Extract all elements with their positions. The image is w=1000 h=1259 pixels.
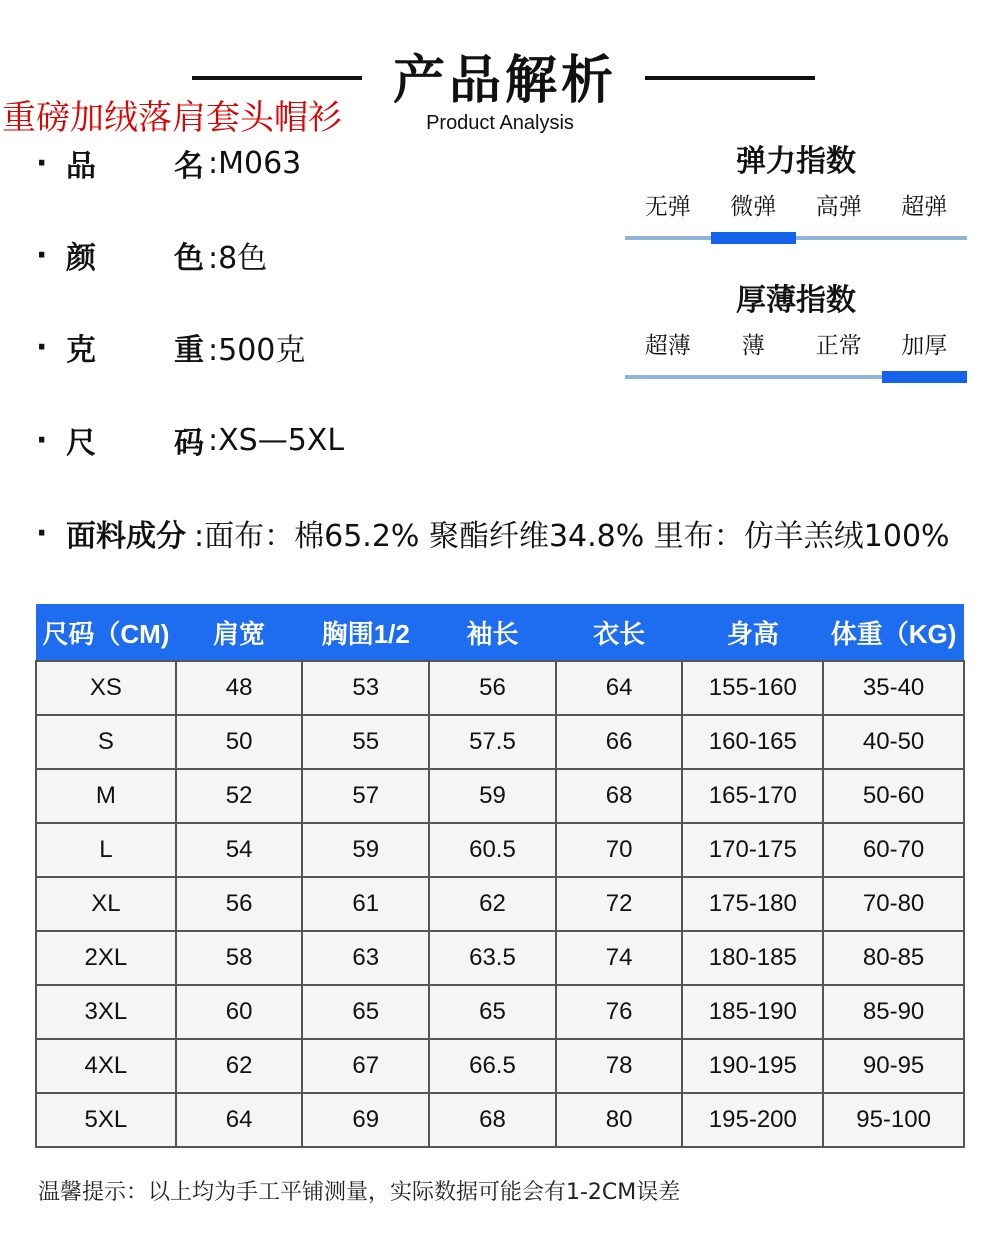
table-cell: 58 xyxy=(176,931,303,985)
measurement-note: 温馨提示：以上均为手工平铺测量，实际数据可能会有1-2CM误差 xyxy=(38,1180,681,1205)
table-cell: 54 xyxy=(176,823,303,877)
spec-value: :M063 xyxy=(208,145,302,181)
table-cell: 64 xyxy=(556,661,683,715)
column-header: 身高 xyxy=(682,604,823,661)
table-cell: 85-90 xyxy=(823,985,964,1039)
elasticity-option: 无弹 xyxy=(644,194,691,220)
table-cell: 180-185 xyxy=(682,931,823,985)
table-row xyxy=(36,715,964,769)
table-cell: 60-70 xyxy=(823,823,964,877)
table-cell: 80 xyxy=(556,1093,683,1147)
thickness-option: 正常 xyxy=(815,333,862,359)
table-cell: 190-195 xyxy=(682,1039,823,1093)
thickness-option: 加厚 xyxy=(901,333,948,359)
table-cell: XS xyxy=(36,661,176,715)
table-cell: 35-40 xyxy=(823,661,964,715)
table-cell: 95-100 xyxy=(823,1093,964,1147)
table-row xyxy=(36,661,964,715)
spec-value: :8色 xyxy=(208,241,268,276)
table-cell: 56 xyxy=(176,877,303,931)
table-cell: M xyxy=(36,769,176,823)
thickness-index xyxy=(625,281,967,379)
table-cell: 65 xyxy=(302,985,429,1039)
table-cell: 55 xyxy=(302,715,429,769)
table-cell: 50 xyxy=(176,715,303,769)
table-cell: 165-170 xyxy=(682,769,823,823)
table-cell: 57.5 xyxy=(429,715,556,769)
table-cell: 185-190 xyxy=(682,985,823,1039)
table-cell: 4XL xyxy=(36,1039,176,1093)
column-header: 体重（KG) xyxy=(823,604,964,661)
table-cell: 66 xyxy=(556,715,683,769)
table-cell: S xyxy=(36,715,176,769)
table-row xyxy=(36,1093,964,1147)
table-cell: 68 xyxy=(556,769,683,823)
table-row xyxy=(36,823,964,877)
elasticity-title: 弹力指数 xyxy=(736,144,856,179)
spec-row-size xyxy=(36,418,344,462)
table-cell: 68 xyxy=(429,1093,556,1147)
table-cell: 62 xyxy=(429,877,556,931)
bullet: · xyxy=(36,145,48,181)
table-cell: 57 xyxy=(302,769,429,823)
table-cell: 65 xyxy=(429,985,556,1039)
table-cell: 64 xyxy=(176,1093,303,1147)
spec-label-char: 重 xyxy=(174,333,204,368)
table-row xyxy=(36,931,964,985)
spec-row-weight xyxy=(36,325,305,369)
thickness-track xyxy=(625,375,967,379)
table-cell: 60.5 xyxy=(429,823,556,877)
thickness-option: 超薄 xyxy=(644,333,691,359)
table-cell: 170-175 xyxy=(682,823,823,877)
table-cell: 59 xyxy=(302,823,429,877)
table-cell: 61 xyxy=(302,877,429,931)
table-cell: 63 xyxy=(302,931,429,985)
table-cell: 40-50 xyxy=(823,715,964,769)
table-cell: 76 xyxy=(556,985,683,1039)
page-subtitle: Product Analysis xyxy=(426,112,574,134)
page-title: 产品解析 xyxy=(392,51,617,111)
elasticity-index xyxy=(625,142,967,240)
spec-label-char: 尺 xyxy=(66,426,96,461)
spec-label xyxy=(66,141,204,185)
table-cell: 74 xyxy=(556,931,683,985)
table-cell: L xyxy=(36,823,176,877)
title-right-rule xyxy=(645,76,815,80)
table-cell: 160-165 xyxy=(682,715,823,769)
table-cell: 63.5 xyxy=(429,931,556,985)
spec-value: :500克 xyxy=(208,333,306,368)
thickness-indicator xyxy=(882,371,968,383)
table-cell: 50-60 xyxy=(823,769,964,823)
spec-row-fabric xyxy=(36,511,950,555)
table-cell: 78 xyxy=(556,1039,683,1093)
table-cell: 56 xyxy=(429,661,556,715)
table-cell: 155-160 xyxy=(682,661,823,715)
thickness-title: 厚薄指数 xyxy=(736,283,856,318)
spec-label: 面料成分 xyxy=(66,519,186,554)
table-cell: 60 xyxy=(176,985,303,1039)
column-header: 袖长 xyxy=(429,604,556,661)
title-left-rule xyxy=(192,76,362,80)
column-header: 胸围1/2 xyxy=(302,604,429,661)
table-cell: 70-80 xyxy=(823,877,964,931)
table-cell: 59 xyxy=(429,769,556,823)
spec-label-char: 色 xyxy=(174,241,204,276)
product-name: 重磅加绒落肩套头帽衫 xyxy=(2,98,342,138)
table-cell: 90-95 xyxy=(823,1039,964,1093)
table-cell: 195-200 xyxy=(682,1093,823,1147)
table-row xyxy=(36,1039,964,1093)
table-cell: 5XL xyxy=(36,1093,176,1147)
bullet: · xyxy=(36,515,48,551)
elasticity-track xyxy=(625,236,967,240)
table-row xyxy=(36,877,964,931)
spec-label-char: 码 xyxy=(174,426,204,461)
spec-label xyxy=(66,325,204,369)
column-header: 衣长 xyxy=(556,604,683,661)
table-cell: 66.5 xyxy=(429,1039,556,1093)
elasticity-option: 超弹 xyxy=(901,194,948,220)
table-cell: 69 xyxy=(302,1093,429,1147)
table-cell: 62 xyxy=(176,1039,303,1093)
table-cell: 48 xyxy=(176,661,303,715)
spec-value: :XS—5XL xyxy=(208,422,345,458)
elasticity-option: 高弹 xyxy=(815,194,862,220)
spec-value: :面布：棉65.2% 聚酯纤维34.8% 里布：仿羊羔绒100% xyxy=(194,519,950,554)
table-row xyxy=(36,769,964,823)
thickness-option: 薄 xyxy=(741,333,765,359)
column-header: 尺码（CM) xyxy=(36,604,176,661)
spec-label xyxy=(66,233,204,277)
column-header: 肩宽 xyxy=(176,604,303,661)
size-table xyxy=(35,604,965,1148)
bullet: · xyxy=(36,329,48,365)
spec-label-char: 名 xyxy=(174,149,204,184)
spec-label-char: 颜 xyxy=(66,241,96,276)
spec-row-name xyxy=(36,141,301,185)
table-cell: 53 xyxy=(302,661,429,715)
table-cell: 70 xyxy=(556,823,683,877)
table-row xyxy=(36,985,964,1039)
table-cell: 175-180 xyxy=(682,877,823,931)
spec-row-color xyxy=(36,233,267,277)
elasticity-option: 微弹 xyxy=(730,194,777,220)
table-cell: 3XL xyxy=(36,985,176,1039)
table-cell: XL xyxy=(36,877,176,931)
table-cell: 67 xyxy=(302,1039,429,1093)
spec-label-char: 品 xyxy=(66,149,96,184)
spec-label xyxy=(66,418,204,462)
bullet: · xyxy=(36,422,48,458)
elasticity-indicator xyxy=(711,232,797,244)
spec-label-char: 克 xyxy=(66,333,96,368)
table-header-row xyxy=(36,604,964,661)
table-cell: 72 xyxy=(556,877,683,931)
table-cell: 52 xyxy=(176,769,303,823)
table-cell: 2XL xyxy=(36,931,176,985)
bullet: · xyxy=(36,237,48,273)
table-cell: 80-85 xyxy=(823,931,964,985)
